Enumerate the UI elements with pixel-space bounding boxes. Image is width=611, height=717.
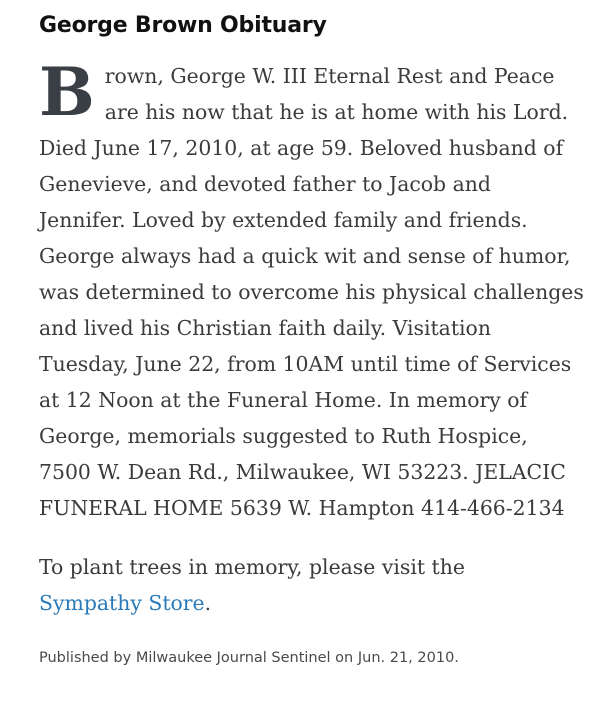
page-title: George Brown Obituary — [39, 13, 327, 38]
plant-trees-message — [39, 549, 469, 621]
obituary-body: rown, George W. III Eternal Rest and Peace are his now that he is at home with his Lord. Died June 17, 2010, at age 59. Beloved husband of Genevieve, and devoted father to Jacob and Jennifer. Loved by extended family and friends. George always had a quick wit and sense of humor, was determined to overcome his physical challenges and lived his Christian faith daily. Visitation Tuesday, June 22, from 10AM until time of Services at 12 Noon at the Funeral Home. In memory of George, memorials suggested to Ruth Hospice, 7500 W. Dean Rd., Milwaukee, WI 53223. JELACIC FUNERAL HOME 5639 W. Hampton 414-466-2134 — [39, 64, 584, 520]
drop-cap-letter: B — [39, 53, 95, 131]
published-byline: Published by Milwaukee Journal Sentinel on Jun. 21, 2010. — [39, 650, 459, 666]
sympathy-store-link[interactable]: Sympathy Store — [39, 591, 205, 615]
plant-trees-suffix: . — [204, 591, 212, 615]
obituary-article — [39, 10, 584, 669]
obituary-text — [39, 53, 584, 526]
plant-trees-prefix: To plant trees in memory, please visit the — [39, 555, 465, 579]
